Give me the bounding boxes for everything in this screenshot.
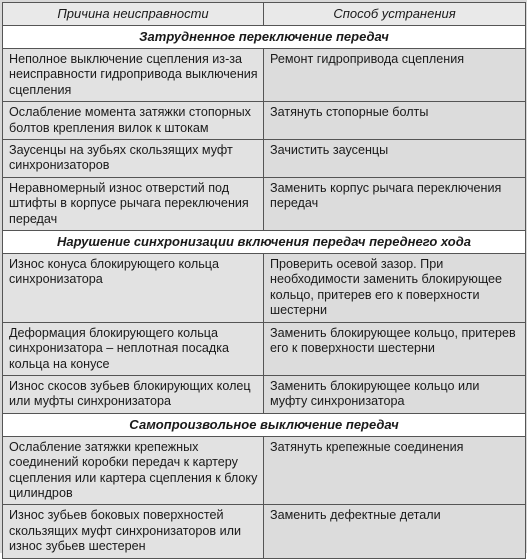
fix-cell: Заменить блокирующее кольцо, притерев его к поверхности шестерни <box>264 322 526 375</box>
table-row <box>3 254 526 323</box>
header-row <box>3 3 526 26</box>
fix-cell: Ремонт гидропривода сцепления <box>264 49 526 102</box>
table-row <box>3 49 526 102</box>
cause-cell: Ослабление момента затяжки стопорных болтов крепления вилок к штокам <box>3 102 264 140</box>
table-row <box>3 322 526 375</box>
section-title: Нарушение синхронизации включения передач переднего хода <box>3 231 526 254</box>
section-title: Самопроизвольное выключение передач <box>3 413 526 436</box>
cause-cell: Износ скосов зубьев блокирующих колец или муфты синхронизатора <box>3 375 264 413</box>
header-cause: Причина неисправности <box>3 3 264 26</box>
table-row <box>3 505 526 558</box>
fix-cell: Заменить блокирующее кольцо или муфту синхронизатора <box>264 375 526 413</box>
table-row <box>3 140 526 178</box>
cause-cell: Неравномерный износ отверстий под штифты в корпусе рычага переключения передач <box>3 177 264 230</box>
table-row <box>3 102 526 140</box>
section-title: Затрудненное переключение передач <box>3 26 526 49</box>
troubleshooting-table <box>2 2 526 559</box>
fix-cell: Затянуть стопорные болты <box>264 102 526 140</box>
fix-cell: Заменить корпус рычага переключения передач <box>264 177 526 230</box>
cause-cell: Износ конуса блокирующего кольца синхронизатора <box>3 254 264 323</box>
cause-cell: Износ зубьев боковых поверхностей скользящих муфт синхронизаторов или износ зубьев шестерен <box>3 505 264 558</box>
cause-cell: Деформация блокирующего кольца синхронизатора – неплотная посадка кольца на конусе <box>3 322 264 375</box>
cause-cell: Неполное выключение сцепления из-за неисправности гидропривода выключения сцепления <box>3 49 264 102</box>
fix-cell: Заменить дефектные детали <box>264 505 526 558</box>
table-row <box>3 375 526 413</box>
fix-cell: Проверить осевой зазор. При необходимости заменить блокирующее кольцо, притерев его к поверхности шестерни <box>264 254 526 323</box>
table-row <box>3 436 526 505</box>
header-fix: Способ устранения <box>264 3 526 26</box>
fix-cell: Зачистить заусенцы <box>264 140 526 178</box>
section-row <box>3 231 526 254</box>
cause-cell: Ослабление затяжки крепежных соединений коробки передач к картеру сцепления или картера сцепления к блоку цилиндров <box>3 436 264 505</box>
section-row <box>3 26 526 49</box>
fix-cell: Затянуть крепежные соединения <box>264 436 526 505</box>
cause-cell: Заусенцы на зубьях скользящих муфт синхронизаторов <box>3 140 264 178</box>
table-row <box>3 177 526 230</box>
section-row <box>3 413 526 436</box>
